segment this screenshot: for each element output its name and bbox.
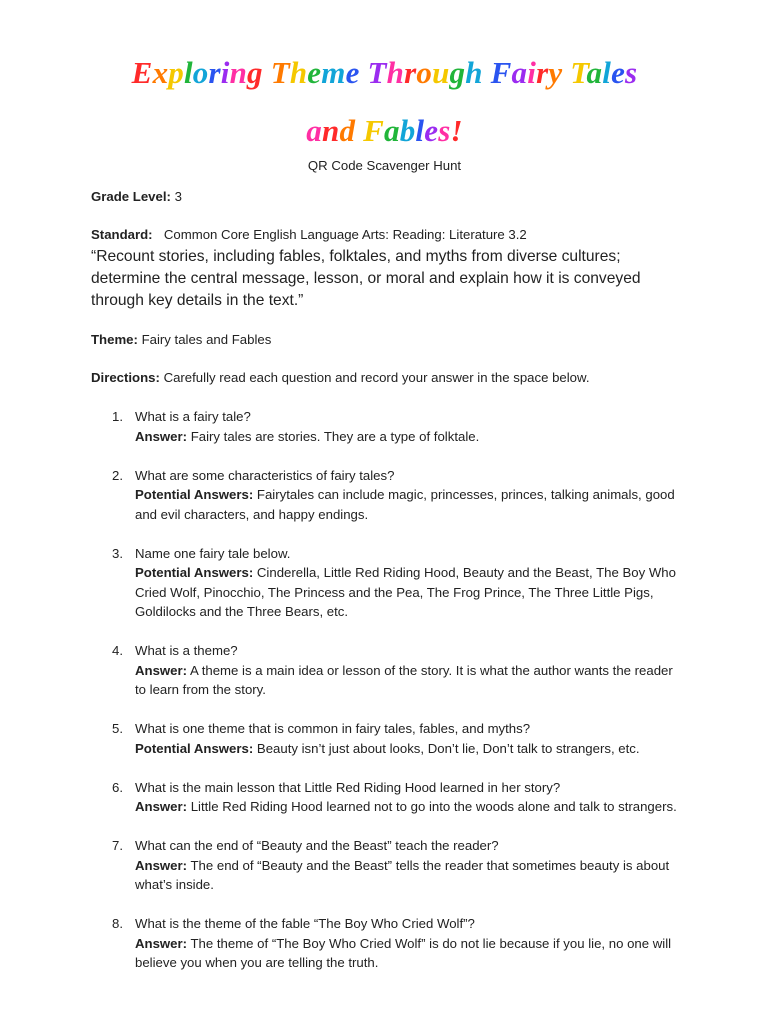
question-list xyxy=(91,407,678,973)
title-letter: e xyxy=(611,55,626,90)
answer-text xyxy=(135,485,678,524)
title-letter: a xyxy=(383,113,400,148)
title-letter: T xyxy=(270,55,290,90)
question-text: What is the theme of the fable “The Boy Who Cried Wolf”? xyxy=(135,916,475,931)
answer-value: Beauty isn’t just about looks, Don’t lie, Don’t talk to strangers, etc. xyxy=(256,740,640,756)
title-line-2 xyxy=(91,102,678,160)
question-item xyxy=(91,778,678,817)
answer-label: Answer: xyxy=(135,935,188,951)
title-letter: E xyxy=(131,55,153,90)
answer-text xyxy=(135,427,678,447)
answer-value: Fairy tales are stories. They are a type of folktale. xyxy=(190,428,480,444)
answer-label: Potential Answers: xyxy=(135,565,254,580)
theme-row xyxy=(91,330,678,350)
answer-label: Answer: xyxy=(135,799,188,814)
question-number: 1. xyxy=(112,409,123,424)
title-letter: T xyxy=(367,55,387,90)
title-letter: s xyxy=(625,55,638,90)
title-letter: h xyxy=(289,55,308,90)
answer-label: Answer: xyxy=(135,662,188,678)
question-number: 5. xyxy=(112,721,123,736)
title-letter: T xyxy=(570,55,587,90)
title-letter xyxy=(263,55,271,90)
question-item xyxy=(91,407,678,446)
directions-label: Directions: xyxy=(91,370,160,385)
title-letter: g xyxy=(247,55,263,90)
title-letter: r xyxy=(404,55,417,90)
standard-row xyxy=(91,225,678,245)
answer-text xyxy=(135,934,678,973)
question-text: What is the main lesson that Little Red Riding Hood learned in her story? xyxy=(135,779,561,795)
title-letter: h xyxy=(386,55,405,90)
document-title xyxy=(91,44,678,160)
title-letter: a xyxy=(511,55,528,90)
answer-label: Answer: xyxy=(135,857,188,873)
answer-text xyxy=(135,739,678,759)
title-letter xyxy=(360,55,368,90)
answer-value: The end of “Beauty and the Beast” tells the reader that sometimes beauty is about what’s inside. xyxy=(135,857,670,892)
question-text: What is a theme? xyxy=(135,643,238,658)
question-number: 6. xyxy=(112,779,123,795)
title-letter: b xyxy=(399,113,416,148)
title-letter: e xyxy=(345,55,360,90)
title-letter: n xyxy=(229,55,248,90)
standard-quote: “Recount stories, including fables, folktales, and myths from diverse cultures; determine the central message, lesson, or moral and explain how it is conveyed through key details in the text.” xyxy=(91,248,641,309)
question-item xyxy=(91,641,678,700)
answer-value: Little Red Riding Hood learned not to go into the woods alone and talk to strangers. xyxy=(190,799,677,814)
question-text: What is one theme that is common in fairy tales, fables, and myths? xyxy=(135,721,531,736)
answer-text xyxy=(135,856,678,895)
theme-label: Theme: xyxy=(91,332,138,347)
title-letter: l xyxy=(415,113,425,148)
title-letter: F xyxy=(490,55,512,90)
question-text: What are some characteristics of fairy tales? xyxy=(135,467,395,483)
theme-value: Fairy tales and Fables xyxy=(141,332,272,347)
title-letter: x xyxy=(152,55,169,90)
question-number: 7. xyxy=(112,838,123,853)
question-text: Name one fairy tale below. xyxy=(135,545,291,561)
title-letter: ! xyxy=(450,113,463,148)
title-letter: d xyxy=(339,113,356,148)
answer-label: Potential Answers: xyxy=(135,487,254,502)
title-letter: F xyxy=(363,113,384,148)
question-text: What is a fairy tale? xyxy=(135,409,251,424)
title-letter xyxy=(355,113,363,148)
grade-level-row xyxy=(91,187,678,207)
question-number: 4. xyxy=(112,643,123,658)
title-letter: i xyxy=(527,55,537,90)
question-number: 3. xyxy=(112,545,123,561)
title-letter: r xyxy=(536,55,549,90)
standard-label: Standard: xyxy=(91,227,153,242)
title-letter: a xyxy=(586,55,603,90)
title-letter: u xyxy=(432,55,450,90)
title-letter: p xyxy=(168,55,184,90)
title-letter: e xyxy=(424,113,439,148)
answer-text xyxy=(135,563,678,622)
answer-value: The theme of “The Boy Who Cried Wolf” is do not lie because if you lie, no one will believe you when you are telling the truth. xyxy=(135,935,672,970)
question-number: 2. xyxy=(112,467,123,483)
title-letter: g xyxy=(449,55,466,90)
answer-value: Fairytales can include magic, princesses, princes, talking animals, good and evil characters, and happy endings. xyxy=(135,487,675,522)
title-letter: m xyxy=(321,55,346,90)
title-letter: e xyxy=(307,55,322,90)
answer-text xyxy=(135,797,678,817)
answer-label: Answer: xyxy=(135,428,188,444)
directions-row xyxy=(91,368,678,388)
answer-label: Potential Answers: xyxy=(135,740,254,756)
directions-value: Carefully read each question and record your answer in the space below. xyxy=(163,370,590,385)
title-letter: o xyxy=(416,55,433,90)
title-letter: y xyxy=(548,55,563,90)
question-number: 8. xyxy=(112,916,123,931)
title-letter: l xyxy=(183,55,193,90)
question-item xyxy=(91,836,678,895)
question-item xyxy=(91,914,678,973)
question-text: What can the end of “Beauty and the Beast” teach the reader? xyxy=(135,838,499,853)
document-subtitle: QR Code Scavenger Hunt xyxy=(307,158,462,173)
title-letter: h xyxy=(465,55,483,90)
title-letter: l xyxy=(602,55,612,90)
question-item xyxy=(91,544,678,622)
answer-value: Cinderella, Little Red Riding Hood, Beauty and the Beast, The Boy Who Cried Wolf, Pinocchio, The Princess and the Pea, The Frog Prince, The Three Little Pigs, Goldilocks and the Three Bears, etc. xyxy=(135,565,676,619)
title-letter: a xyxy=(306,113,322,148)
grade-level-label: Grade Level: xyxy=(91,189,171,204)
answer-text xyxy=(135,661,678,700)
question-item xyxy=(91,719,678,758)
title-letter: o xyxy=(192,55,209,90)
standard-value: Common Core English Language Arts: Reading: Literature 3.2 xyxy=(163,227,527,242)
title-letter: r xyxy=(208,55,221,90)
title-letter: s xyxy=(438,113,451,148)
grade-level-value: 3 xyxy=(174,189,182,204)
title-letter: n xyxy=(321,113,340,148)
title-letter xyxy=(483,55,491,90)
title-letter: i xyxy=(220,55,230,90)
answer-value: A theme is a main idea or lesson of the story. It is what the author wants the reader to learn from the story. xyxy=(135,662,673,697)
title-line-1 xyxy=(91,44,678,102)
question-item xyxy=(91,466,678,525)
